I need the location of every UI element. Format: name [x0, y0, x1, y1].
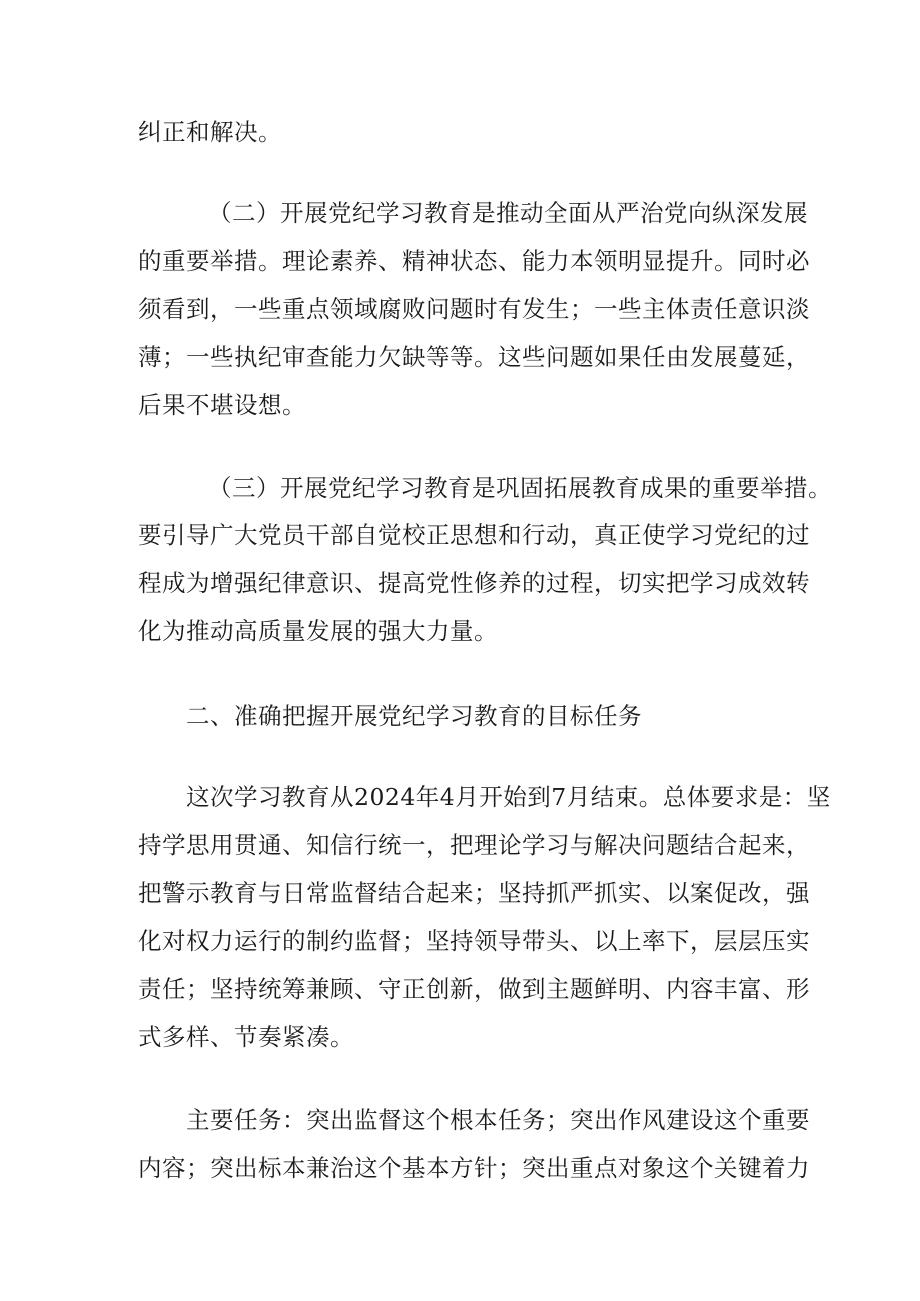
text-line: 化为推动高质量发展的强大力量。 — [138, 617, 498, 645]
text-line: 主要任务：突出监督这个根本任务；突出作风建设这个重要 — [186, 1106, 810, 1134]
text-line: 持学思用贯通、知信行统一，把理论学习与解决问题结合起来， — [138, 831, 810, 859]
text-line: 纠正和解决。 — [138, 118, 282, 146]
section-heading: 二、准确把握开展党纪学习教育的目标任务 — [186, 702, 642, 730]
text-line: （三）开展党纪学习教育是巩固拓展教育成果的重要举措。 — [208, 474, 832, 502]
text-line: 须看到，一些重点领域腐败问题时有发生；一些主体责任意识淡 — [138, 295, 810, 323]
text-line: 薄；一些执纪审查能力欠缺等等。这些问题如果任由发展蔓延， — [138, 343, 810, 371]
text-line: 把警示教育与日常监督结合起来；坚持抓严抓实、以案促改，强 — [138, 879, 810, 907]
text-line: 责任；坚持统筹兼顾、守正创新，做到主题鲜明、内容丰富、形 — [138, 975, 810, 1003]
text-line: 这次学习教育从2024年4月开始到7月结束。总体要求是：坚 — [186, 783, 831, 811]
text-line: 式多样、节奏紧凑。 — [138, 1023, 354, 1051]
text-line: 化对权力运行的制约监督；坚持领导带头、以上率下，层层压实 — [138, 927, 810, 955]
text-line: 要引导广大党员干部自觉校正思想和行动，真正使学习党纪的过 — [138, 521, 810, 549]
text-line: 后果不堪设想。 — [138, 391, 306, 419]
text-line: （二）开展党纪学习教育是推动全面从严治党向纵深发展 — [208, 199, 808, 227]
text-line: 内容；突出标本兼治这个基本方针；突出重点对象这个关键着力 — [138, 1154, 810, 1182]
text-line: 的重要举措。理论素养、精神状态、能力本领明显提升。同时必 — [138, 247, 810, 275]
text-line: 程成为增强纪律意识、提高党性修养的过程，切实把学习成效转 — [138, 569, 810, 597]
